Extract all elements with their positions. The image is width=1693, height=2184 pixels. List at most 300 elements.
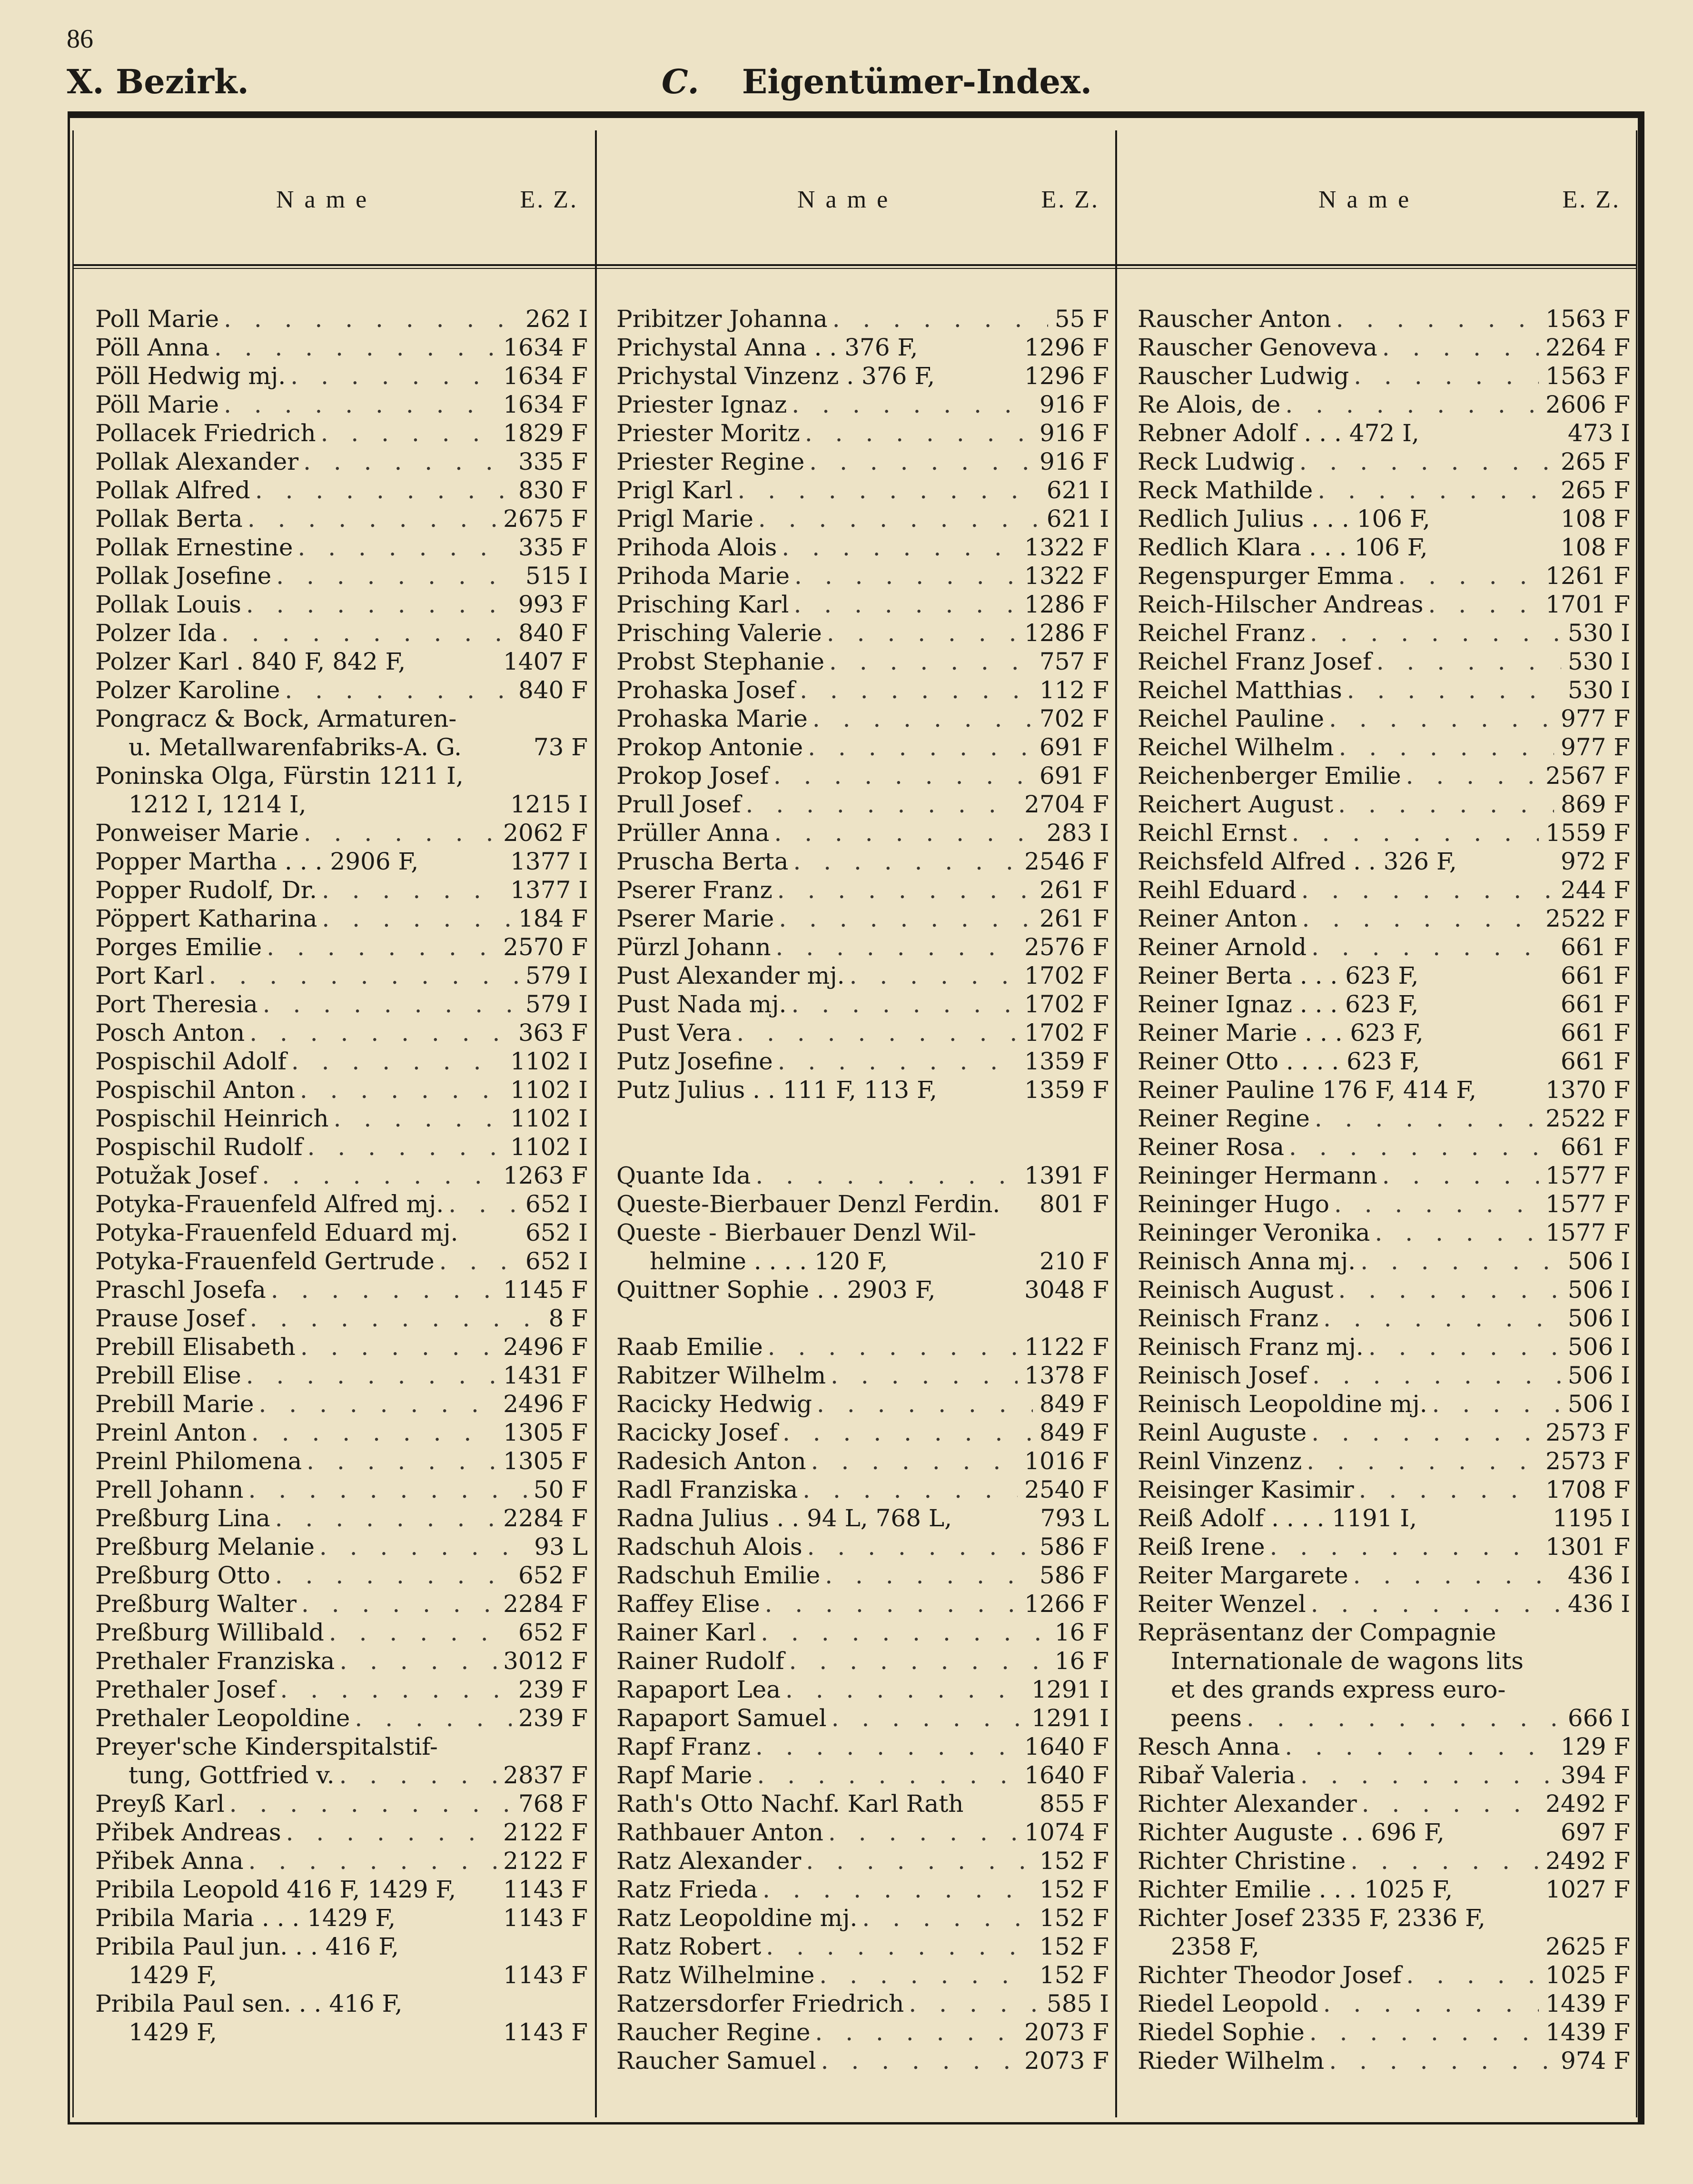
list-item — [616, 904, 1109, 933]
owner-name: Reiter Margarete — [1138, 1561, 1348, 1589]
dot-leader — [317, 904, 512, 933]
dot-leader — [788, 847, 1018, 876]
list-item — [616, 305, 1109, 333]
list-item — [1138, 1847, 1630, 1875]
ez-number: 1634 F — [503, 391, 588, 418]
dot-leader — [1306, 1590, 1561, 1618]
dot-leader — [774, 904, 1033, 933]
owner-name: Putz Julius . . 111 F, 113 F, — [616, 1076, 937, 1104]
ez-number: 855 F — [1039, 1790, 1109, 1818]
owner-name: Potužak Josef — [95, 1162, 257, 1189]
ez-number: 3012 F — [503, 1647, 588, 1675]
section-letter: C. — [662, 62, 699, 101]
dot-leader — [1295, 447, 1554, 476]
dot-leader — [904, 1989, 1040, 2018]
list-item — [1138, 1304, 1630, 1333]
list-item — [1138, 1561, 1630, 1590]
list-item — [1138, 1932, 1630, 1961]
list-item — [1138, 1018, 1630, 1047]
list-item — [616, 847, 1109, 876]
list-item — [616, 1561, 1109, 1590]
dot-leader — [258, 990, 519, 1018]
dot-leader — [316, 419, 497, 447]
owner-name: Quante Ida — [616, 1162, 751, 1189]
dot-leader — [245, 1018, 512, 1047]
list-item — [95, 419, 588, 447]
owner-name: Reiner Pauline 176 F, 414 F, — [1138, 1076, 1477, 1104]
ez-number: 1145 F — [503, 1276, 588, 1304]
owner-name: Rath's Otto Nachf. Karl Rath — [616, 1790, 964, 1818]
list-item — [616, 1989, 1109, 2018]
dot-leader — [806, 1447, 1018, 1475]
list-item — [95, 1275, 588, 1304]
owner-name: u. Metallwarenfabriks-A. G. — [129, 733, 462, 761]
list-item — [616, 1618, 1109, 1647]
ez-number: 1370 F — [1545, 1076, 1630, 1104]
owner-name: Reichel Franz Josef — [1138, 648, 1372, 675]
ez-number: 210 F — [1039, 1247, 1109, 1275]
owner-name: Quittner Sophie . . 2903 F, — [616, 1276, 936, 1304]
ez-number: 1122 F — [1024, 1333, 1109, 1361]
owner-name: Reinisch Anna mj. — [1138, 1247, 1356, 1275]
owner-name: 2358 F, — [1171, 1933, 1259, 1960]
dot-leader — [773, 1047, 1018, 1076]
ez-number: 1377 I — [510, 848, 588, 875]
owner-name: Reck Mathilde — [1138, 476, 1313, 504]
owner-name: Pruscha Berta — [616, 848, 789, 875]
ez-number: 661 F — [1560, 1133, 1630, 1161]
list-item — [95, 904, 588, 933]
ez-number: 1377 I — [510, 876, 588, 904]
ez-number: 506 I — [1567, 1362, 1630, 1389]
dot-leader — [350, 1704, 512, 1732]
list-item — [616, 1475, 1109, 1504]
ez-number: 1143 F — [503, 1876, 588, 1903]
owner-name: helmine . . . . 120 F, — [650, 1247, 888, 1275]
list-item — [616, 476, 1109, 504]
owner-name: Reinisch Leopoldine mj. — [1138, 1390, 1427, 1418]
owner-name: Reisinger Kasimir — [1138, 1476, 1354, 1503]
list-item — [616, 1076, 1109, 1104]
dot-leader — [790, 562, 1018, 590]
owner-name: Reiß Adolf . . . . 1191 I, — [1138, 1504, 1417, 1532]
dot-leader — [281, 1818, 497, 1847]
ez-number: 793 L — [1040, 1504, 1109, 1532]
owner-name: Radesich Anton — [616, 1447, 806, 1475]
dot-leader — [1346, 1847, 1539, 1875]
dot-leader — [324, 1618, 512, 1647]
dot-leader — [297, 1590, 496, 1618]
owner-name: Reich-Hilscher Andreas — [1138, 591, 1424, 618]
list-item — [95, 362, 588, 390]
ez-number: 152 F — [1039, 1847, 1109, 1875]
list-item — [1138, 904, 1630, 933]
dot-leader — [435, 1247, 519, 1275]
ez-number: 585 I — [1046, 1990, 1109, 2017]
owner-name: Reiner Otto . . . . 623 F, — [1138, 1048, 1420, 1075]
owner-name: Prigl Karl — [616, 476, 733, 504]
owner-name: Porges Emilie — [95, 933, 262, 961]
list-item — [95, 961, 588, 990]
list-item — [1138, 1904, 1630, 1932]
column-header-ez: E. Z. — [520, 186, 578, 213]
ez-number: 1266 F — [1024, 1590, 1109, 1618]
owner-name: Port Theresia — [95, 990, 258, 1018]
list-item — [1138, 1647, 1630, 1675]
ez-number: 2704 F — [1024, 791, 1109, 818]
ez-number: 152 F — [1039, 1933, 1109, 1960]
dot-leader — [822, 619, 1018, 647]
owner-name: Prüller Anna — [616, 819, 770, 847]
dot-leader — [1423, 590, 1539, 619]
list-item — [95, 1447, 588, 1475]
owner-name: Ratz Leopoldine mj. — [616, 1904, 858, 1932]
owner-name: Reiner Regine — [1138, 1105, 1310, 1132]
ez-number: 757 F — [1039, 648, 1109, 675]
owner-name: Reinl Auguste — [1138, 1419, 1307, 1446]
list-item — [616, 1704, 1109, 1732]
owner-name: Priester Regine — [616, 448, 805, 475]
list-item — [616, 933, 1109, 961]
list-item — [95, 1104, 588, 1133]
owner-name: Prokop Antonie — [616, 733, 803, 761]
owner-name: Richter Josef 2335 F, 2336 F, — [1138, 1904, 1485, 1932]
ez-number: 1027 F — [1545, 1876, 1630, 1903]
owner-name: Prethaler Josef — [95, 1676, 276, 1703]
owner-name: Reichel Pauline — [1138, 705, 1325, 732]
dot-leader — [280, 676, 512, 704]
dot-leader — [827, 1704, 1025, 1732]
column-header-name: Name — [797, 186, 899, 213]
list-item — [1138, 1361, 1630, 1390]
list-item — [95, 1561, 588, 1590]
list-item — [1138, 476, 1630, 504]
ez-number: 2264 F — [1545, 334, 1630, 361]
dot-leader — [777, 533, 1018, 562]
list-item — [95, 1190, 588, 1218]
ez-number: 1195 I — [1553, 1504, 1630, 1532]
dot-leader — [245, 1304, 542, 1333]
ez-number: 652 I — [525, 1219, 588, 1246]
ez-number: 1143 F — [503, 1961, 588, 1989]
owner-name: Pollak Louis — [95, 591, 241, 618]
column-header-name: Name — [276, 186, 377, 213]
ez-number: 530 I — [1567, 619, 1630, 647]
ez-number: 2675 F — [503, 505, 588, 533]
ez-number: 1439 F — [1545, 1990, 1630, 2017]
owner-name: Pribila Paul sen. . . 416 F, — [95, 1990, 403, 2017]
list-item — [1138, 933, 1630, 961]
list-item — [95, 305, 588, 333]
owner-name: Rathbauer Anton — [616, 1818, 824, 1846]
ez-number: 506 I — [1567, 1333, 1630, 1361]
list-item — [616, 1875, 1109, 1904]
owner-name: Polzer Ida — [95, 619, 217, 647]
ez-number: 530 I — [1567, 676, 1630, 704]
ez-number: 335 F — [518, 534, 588, 561]
list-item — [1138, 1247, 1630, 1275]
ez-number: 849 F — [1039, 1390, 1109, 1418]
list-item — [1138, 1704, 1630, 1732]
ez-number: 697 F — [1560, 1818, 1630, 1846]
column-header — [1121, 186, 1621, 219]
list-item — [1138, 1447, 1630, 1475]
dot-leader — [756, 1618, 1048, 1647]
dot-leader — [801, 1847, 1033, 1875]
owner-name: Preyß Karl — [95, 1790, 225, 1818]
list-item — [95, 1590, 588, 1618]
owner-name: Reinl Vinzenz — [1138, 1447, 1302, 1475]
owner-name: Rainer Rudolf — [616, 1647, 784, 1675]
dot-leader — [1305, 619, 1561, 647]
dot-leader — [1377, 333, 1539, 362]
dot-leader — [335, 1647, 496, 1675]
dot-leader — [820, 1561, 1033, 1590]
list-item — [95, 647, 588, 676]
list-item — [616, 1418, 1109, 1447]
owner-name: Přibek Anna — [95, 1847, 244, 1875]
list-item — [95, 1932, 588, 1961]
owner-name: Prebill Elise — [95, 1362, 241, 1389]
dot-leader — [1333, 790, 1554, 819]
ez-number: 1702 F — [1024, 990, 1109, 1018]
list-item — [1138, 1218, 1630, 1247]
dot-leader — [1372, 647, 1561, 676]
dot-leader — [244, 1847, 497, 1875]
ez-number: 1829 F — [503, 419, 588, 447]
ez-number: 2625 F — [1545, 1933, 1630, 1960]
dot-leader — [845, 961, 1018, 990]
owner-name: Reininger Hugo — [1138, 1190, 1329, 1218]
ez-number: 691 F — [1039, 762, 1109, 790]
list-item — [1138, 1418, 1630, 1447]
owner-name: Prihoda Alois — [616, 534, 777, 561]
ez-number: 16 F — [1054, 1619, 1109, 1646]
dot-leader — [299, 819, 496, 847]
list-item — [95, 504, 588, 533]
dot-leader — [1427, 1390, 1561, 1418]
owner-name: Repräsentanz der Compagnie — [1138, 1619, 1496, 1646]
list-item — [616, 676, 1109, 704]
ez-number: 265 F — [1560, 448, 1630, 475]
owner-name: Potyka-Frauenfeld Alfred mj. — [95, 1190, 444, 1218]
ez-number: 2837 F — [503, 1761, 588, 1789]
ez-number: 1102 I — [510, 1048, 588, 1075]
owner-name: Radna Julius . . 94 L, 768 L, — [616, 1504, 952, 1532]
list-item — [616, 1190, 1109, 1218]
owner-name: Priester Ignaz — [616, 391, 787, 418]
ez-number: 849 F — [1039, 1419, 1109, 1446]
ez-number: 2573 F — [1545, 1447, 1630, 1475]
list-item — [616, 1647, 1109, 1675]
owner-name: Rapf Franz — [616, 1733, 751, 1760]
ez-number: 2122 F — [503, 1818, 588, 1846]
dot-leader — [247, 1418, 496, 1447]
list-item — [1138, 1333, 1630, 1361]
owner-name: Pollak Alfred — [95, 476, 250, 504]
owner-name: Reck Ludwig — [1138, 448, 1295, 475]
list-item — [1138, 1190, 1630, 1218]
list-item — [1138, 1104, 1630, 1133]
list-item — [1138, 1618, 1630, 1647]
ez-number: 1439 F — [1545, 2018, 1630, 2046]
dot-leader — [1324, 2046, 1554, 2075]
dot-leader — [804, 447, 1033, 476]
list-item — [1138, 819, 1630, 847]
owner-name: Prihoda Marie — [616, 562, 790, 590]
list-item — [1138, 619, 1630, 647]
dot-leader — [1334, 733, 1554, 761]
owner-name: Racicky Hedwig — [616, 1390, 812, 1418]
owner-name: Rabitzer Wilhelm — [616, 1362, 826, 1389]
owner-name: Pribitzer Johanna — [616, 305, 828, 333]
owner-name: Pöppert Katharina — [95, 905, 317, 932]
owner-name: Ratz Alexander — [616, 1847, 802, 1875]
owner-name: Pollacek Friedrich — [95, 419, 316, 447]
owner-name: Reiß Irene — [1138, 1533, 1265, 1561]
ez-number: 1305 F — [503, 1419, 588, 1446]
owner-name: Reihl Eduard — [1138, 876, 1297, 904]
list-item — [95, 1390, 588, 1418]
ez-number: 1322 F — [1024, 562, 1109, 590]
dot-leader — [1393, 562, 1539, 590]
owner-name: Reiner Rosa — [1138, 1133, 1285, 1161]
owner-name: Queste-Bierbauer Denzl Ferdin. — [616, 1190, 1000, 1218]
district-heading: X. Bezirk. — [67, 62, 249, 101]
dot-leader — [1354, 1475, 1539, 1504]
list-item — [1138, 533, 1630, 562]
dot-leader — [1401, 761, 1539, 790]
owner-name: Preßburg Melanie — [95, 1533, 315, 1561]
owner-name: Ribař Valeria — [1138, 1761, 1296, 1789]
list-item — [1138, 1390, 1630, 1418]
dot-leader — [1324, 704, 1554, 733]
dot-leader — [219, 305, 519, 333]
ez-number: 73 F — [533, 733, 588, 761]
list-item — [1138, 2018, 1630, 2046]
owner-name: Radschuh Alois — [616, 1533, 802, 1561]
ez-number: 152 F — [1039, 1876, 1109, 1903]
ez-number: 1016 F — [1024, 1447, 1109, 1475]
dot-leader — [789, 590, 1018, 619]
ez-number: 239 F — [518, 1704, 588, 1732]
owner-name: Praschl Josefa — [95, 1276, 266, 1304]
list-item — [95, 1647, 588, 1675]
list-item — [95, 1247, 588, 1275]
dot-leader — [270, 1561, 512, 1590]
dot-leader — [295, 1076, 504, 1104]
ez-number: 8 F — [548, 1304, 588, 1332]
list-item — [95, 1133, 588, 1161]
list-item — [616, 1161, 1109, 1190]
ez-number: 473 I — [1567, 419, 1630, 447]
dot-leader — [1307, 1418, 1539, 1447]
owner-name: Prethaler Leopoldine — [95, 1704, 350, 1732]
ez-number: 55 F — [1054, 305, 1109, 333]
dot-leader — [1318, 1304, 1561, 1333]
ez-number: 1359 F — [1024, 1048, 1109, 1075]
owner-name: Popper Martha . . . 2906 F, — [95, 848, 419, 875]
ez-number: 239 F — [518, 1676, 588, 1703]
owner-name: Pollak Alexander — [95, 448, 299, 475]
list-item — [1138, 1761, 1630, 1789]
list-item — [616, 1218, 1109, 1247]
ez-number: 652 F — [518, 1561, 588, 1589]
ez-number: 661 F — [1560, 962, 1630, 989]
owner-name: Prethaler Franziska — [95, 1647, 335, 1675]
dot-leader — [800, 419, 1033, 447]
list-item — [1138, 676, 1630, 704]
ez-number: 2284 F — [503, 1590, 588, 1618]
dot-leader — [753, 504, 1040, 533]
list-item — [95, 1161, 588, 1190]
dot-leader — [803, 733, 1033, 761]
ez-number: 1634 F — [503, 362, 588, 390]
dot-leader — [824, 647, 1033, 676]
dot-leader — [298, 447, 512, 476]
list-item — [616, 1590, 1109, 1618]
index-column-1 — [95, 305, 588, 2046]
dot-leader — [1349, 362, 1539, 390]
dot-leader — [317, 876, 504, 904]
owner-name: Richter Emilie . . . 1025 F, — [1138, 1876, 1453, 1903]
owner-name: Pribila Paul jun. . . 416 F, — [95, 1933, 399, 1960]
list-item — [616, 390, 1109, 419]
ez-number: 363 F — [518, 1019, 588, 1047]
section-title: Eigentümer-Index. — [742, 62, 1092, 101]
list-item — [1138, 790, 1630, 819]
owner-name: Reichel Franz — [1138, 619, 1305, 647]
list-item — [95, 1618, 588, 1647]
list-item — [616, 1275, 1109, 1304]
dot-leader — [763, 1333, 1018, 1361]
dot-leader — [732, 1018, 1018, 1047]
dot-leader — [276, 1675, 512, 1704]
list-item — [616, 1361, 1109, 1390]
list-item — [616, 1932, 1109, 1961]
dot-leader — [271, 562, 519, 590]
ez-number: 108 F — [1560, 534, 1630, 561]
owner-name: Reinisch Franz mj. — [1138, 1333, 1364, 1361]
ez-number: 1577 F — [1545, 1162, 1630, 1189]
list-item — [95, 1789, 588, 1818]
list-item — [95, 1047, 588, 1076]
owner-name: et des grands express euro- — [1171, 1676, 1506, 1703]
list-item — [1138, 1875, 1630, 1904]
owner-name: Redlich Klara . . . 106 F, — [1138, 534, 1428, 561]
owner-name: Queste - Bierbauer Denzl Wil- — [616, 1219, 976, 1246]
ez-number: 974 F — [1560, 2047, 1630, 2075]
owner-name: Raucher Samuel — [616, 2047, 816, 2075]
dot-leader — [303, 1133, 504, 1161]
list-item — [1138, 1675, 1630, 1704]
list-item — [616, 733, 1109, 761]
column-header — [600, 186, 1099, 219]
ez-number: 1708 F — [1545, 1476, 1630, 1503]
owner-name: Pongracz & Bock, Armaturen- — [95, 705, 457, 732]
owner-name: Popper Rudolf, Dr. — [95, 876, 317, 904]
list-item — [616, 2018, 1109, 2046]
list-item — [616, 790, 1109, 819]
list-item — [1138, 647, 1630, 676]
list-item — [95, 1304, 588, 1333]
dot-leader — [335, 1761, 497, 1789]
ez-number: 702 F — [1039, 705, 1109, 732]
ez-number: 977 F — [1560, 705, 1630, 732]
dot-leader — [816, 2046, 1018, 2075]
dot-leader — [808, 704, 1033, 733]
list-item — [1138, 1961, 1630, 1989]
